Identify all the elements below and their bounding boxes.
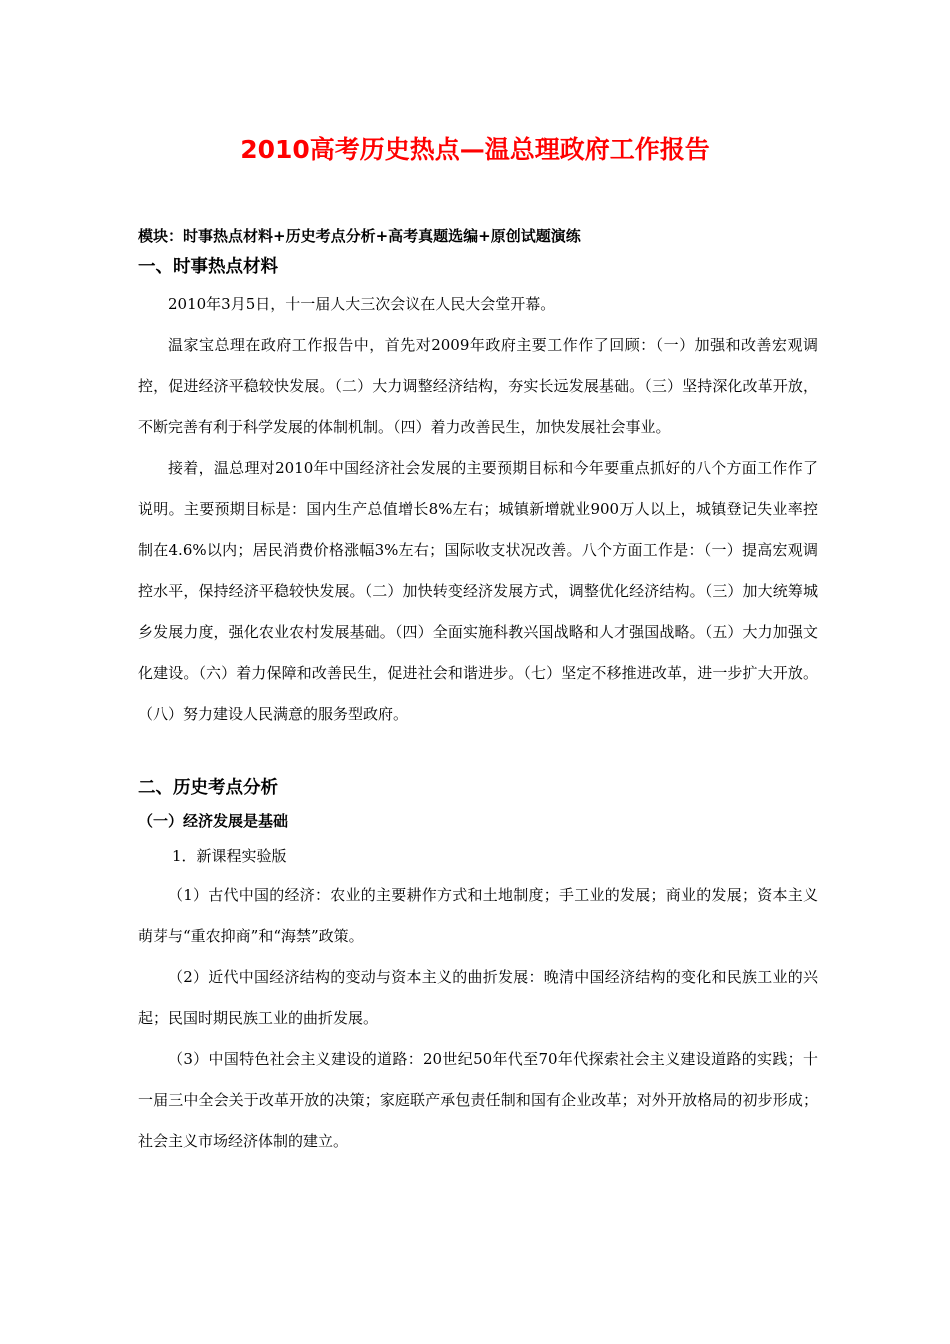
paragraph-review-2009: 温家宝总理在政府工作报告中，首先对2009年政府主要工作作了回顾：（一）加强和改善宏观调控，促进经济平稳较快发展。（二）大力调整经济结构，夯实长远发展基础。（三）坚持深化改革开放，不断完善有利于科学发展的体制机制。（四）着力改善民生，加快发展社会事业。 [138, 336, 818, 436]
subheading-economic-development: （一）经济发展是基础 [138, 812, 289, 830]
paragraph-goals-2010: 接着，温总理对2010年中国经济社会发展的主要预期目标和今年要重点抓好的八个方面工作作了说明。主要预期目标是：国内生产总值增长8%左右；城镇新增就业900万人以上，城镇登记失业率控制在4.6%以内；居民消费价格涨幅3%左右；国际收支状况改善。八个方面工作是：（一）提高宏观调控水平，保持经济平稳较快发展。（二）加快转变经济发展方式，调整优化经济结构。（三）加大统筹城乡发展力度，强化农业农村发展基础。（四）全面实施科教兴国战略和人才强国战略。（五）大力加强文化建设。（六）着力保障和改善民生，促进社会和谐进步。（七）坚定不移推进改革，进一步扩大开放。（八）努力建设人民满意的服务型政府。 [138, 459, 818, 723]
paragraph-ancient-economy: （1）古代中国的经济：农业的主要耕作方式和土地制度；手工业的发展；商业的发展；资本主义萌芽与“重农抑商”和“海禁”政策。 [138, 886, 818, 945]
paragraph-socialist-construction: （3）中国特色社会主义建设的道路：20世纪50年代至70年代探索社会主义建设道路的实践；十一届三中全会关于改革开放的决策；家庭联产承包责任制和国有企业改革；对外开放格局的初步形成；社会主义市场经济体制的建立。 [138, 1050, 818, 1150]
section-spacer [138, 735, 818, 771]
module-line: 模块：时事热点材料+历史考点分析+高考真题选编+原创试题演练 [138, 227, 581, 245]
document-body [138, 222, 818, 1162]
list-item-curriculum-version: 1．新课程实验版 [172, 847, 287, 865]
paragraph-modern-economy: （2）近代中国经济结构的变动与资本主义的曲折发展：晚清中国经济结构的变化和民族工业的兴起；民国时期民族工业的曲折发展。 [138, 968, 818, 1027]
document-title: 2010高考历史热点—温总理政府工作报告 [240, 135, 710, 164]
section-heading-history-analysis: 二、历史考点分析 [138, 778, 278, 798]
paragraph-opening-date: 2010年3月5日，十一届人大三次会议在人民大会堂开幕。 [168, 295, 556, 313]
section-heading-current-events: 一、时事热点材料 [138, 257, 278, 277]
